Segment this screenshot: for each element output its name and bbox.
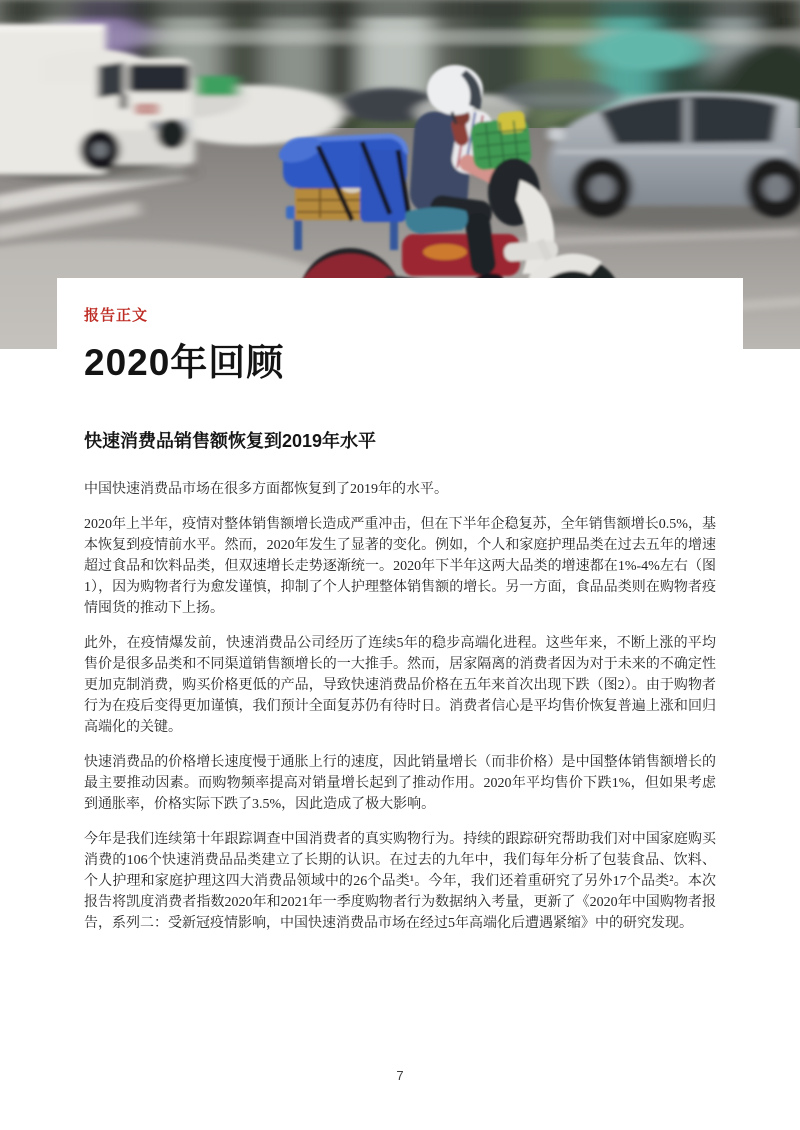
page-number: 7 xyxy=(396,1068,404,1083)
content-card xyxy=(57,278,743,934)
paragraph: 快速消费品的价格增长速度慢于通胀上行的速度，因此销量增长（而非价格）是中国整体销售额增长的最主要推动因素。而购物频率提高对销量增长起到了推动作用。2020年平均售价下跌1%，但如果考虑到通胀率，价格实际下跌了3.5%，因此造成了极大影响。 xyxy=(84,755,716,813)
scooter-seat xyxy=(405,207,468,234)
page-title: 2020年回顾 xyxy=(84,342,285,383)
blue-cargo-box xyxy=(276,133,410,224)
paragraph: 今年是我们连续第十年跟踪调查中国消费者的真实购物行为。持续的跟踪研究帮助我们对中国家庭购买消费的106个快速消费品品类建立了长期的认识。在过去的九年中，我们每年分析了包装食品、饮料、个人护理和家庭护理这四大消费品领域中的26个品类¹。今年，我们还着重研究了另外17个品类²。本次报告将凯度消费者指数2020年和2021年一季度购物者行为数据纳入考量，更新了《2020年中国购物者报告，系列二：受新冠疫情影响，中国快速消费品市场在经过5年高端化后遭遇紧缩》中的研究发现。 xyxy=(84,832,716,932)
paragraph: 此外，在疫情爆发前，快速消费品公司经历了连续5年的稳步高端化进程。这些年来，不断上涨的平均售价是很多品类和不同渠道销售额增长的一大推手。然而，居家隔离的消费者因为对于未来的不确定性更加克制消费，购买价格更低的产品，导致快速消费品价格在五年来首次出现下跌（图2）。由于购物者行为在疫后变得更加谨慎，我们预计全面复苏仍有待时日。消费者信心是平均售价恢复普遍上涨和回归高端化的关键。 xyxy=(84,636,716,736)
section-subtitle: 快速消费品销售额恢复到2019年水平 xyxy=(84,430,377,451)
paragraph: 2020年上半年，疫情对整体销售额增长造成严重冲击，但在下半年企稳复苏，全年销售额增长0.5%，基本恢复到疫情前水平。然而，2020年发生了显著的变化。例如，个人和家庭护理品类在过去五年的增速超过食品和饮料品类，但双速增长走势逐渐统一。2020年下半年这两大品类的增速都在1%-4%左右（图1），因为购物者行为愈发谨慎，抑制了个人护理整体销售额的增长。另一方面，食品品类则在购物者疫情囤货的推动下上扬。 xyxy=(84,517,716,617)
article-body xyxy=(84,479,716,934)
paragraph: 中国快速消费品市场在很多方面都恢复到了2019年的水平。 xyxy=(84,482,448,498)
section-kicker: 报告正文 xyxy=(84,307,149,324)
